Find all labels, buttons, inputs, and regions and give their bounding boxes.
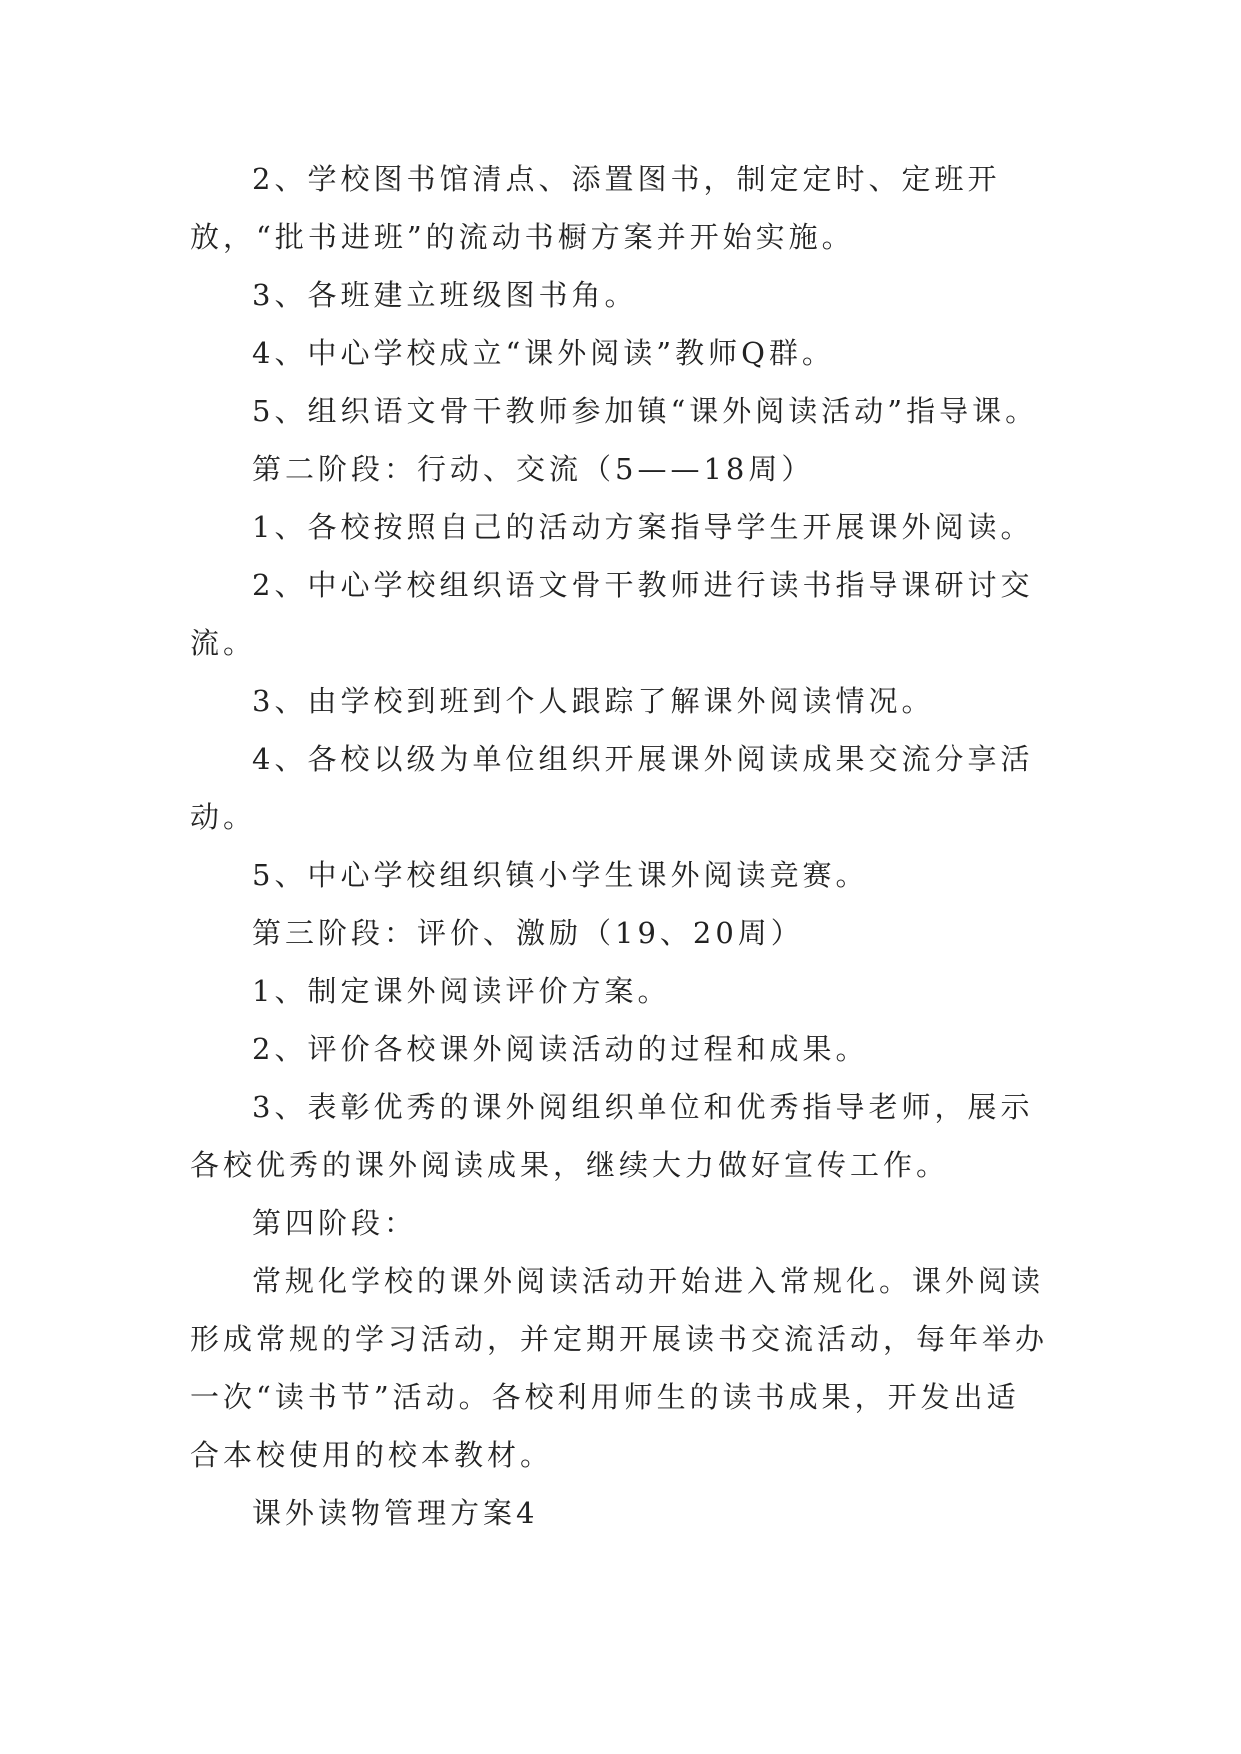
paragraph-stage2-item-5: 5、中心学校组织镇小学生课外阅读竞赛。	[252, 858, 869, 892]
stage-3-heading: 第三阶段：评价、激励（19、20周）	[252, 916, 804, 950]
paragraph-stage3-item-3: 3、表彰优秀的课外阅组织单位和优秀指导老师，展示各校优秀的课外阅读成果，继续大力做好宣传工作。	[190, 1090, 1034, 1182]
paragraph-stage4-body: 常规化学校的课外阅读活动开始进入常规化。课外阅读形成常规的学习活动，并定期开展读书交流活动，每年举办一次“读书节”活动。各校利用师生的读书成果，开发出适合本校使用的校本教材。	[190, 1264, 1049, 1472]
document-body	[190, 150, 1050, 1542]
stage-4-heading: 第四阶段：	[252, 1206, 418, 1240]
paragraph-stage2-item-1: 1、各校按照自己的活动方案指导学生开展课外阅读。	[252, 510, 1034, 544]
paragraph-step-2-library: 2、学校图书馆清点、添置图书，制定定时、定班开放，“批书进班”的流动书橱方案并开始实施。	[190, 162, 1001, 254]
paragraph-step-5-guidance-class: 5、组织语文骨干教师参加镇“课外阅读活动”指导课。	[252, 394, 1039, 428]
paragraph-stage2-item-2: 2、中心学校组织语文骨干教师进行读书指导课研讨交流。	[190, 568, 1034, 660]
section-title-plan-4: 课外读物管理方案4	[252, 1496, 539, 1530]
paragraph-step-3-book-corner: 3、各班建立班级图书角。	[252, 278, 638, 312]
paragraph-stage2-item-3: 3、由学校到班到个人跟踪了解课外阅读情况。	[252, 684, 935, 718]
paragraph-stage3-item-1: 1、制定课外阅读评价方案。	[252, 974, 671, 1008]
paragraph-stage3-item-2: 2、评价各校课外阅读活动的过程和成果。	[252, 1032, 869, 1066]
stage-2-heading: 第二阶段：行动、交流（5——18周）	[252, 452, 815, 486]
paragraph-step-4-q-group: 4、中心学校成立“课外阅读”教师Q群。	[252, 336, 835, 370]
paragraph-stage2-item-4: 4、各校以级为单位组织开展课外阅读成果交流分享活动。	[190, 742, 1034, 834]
